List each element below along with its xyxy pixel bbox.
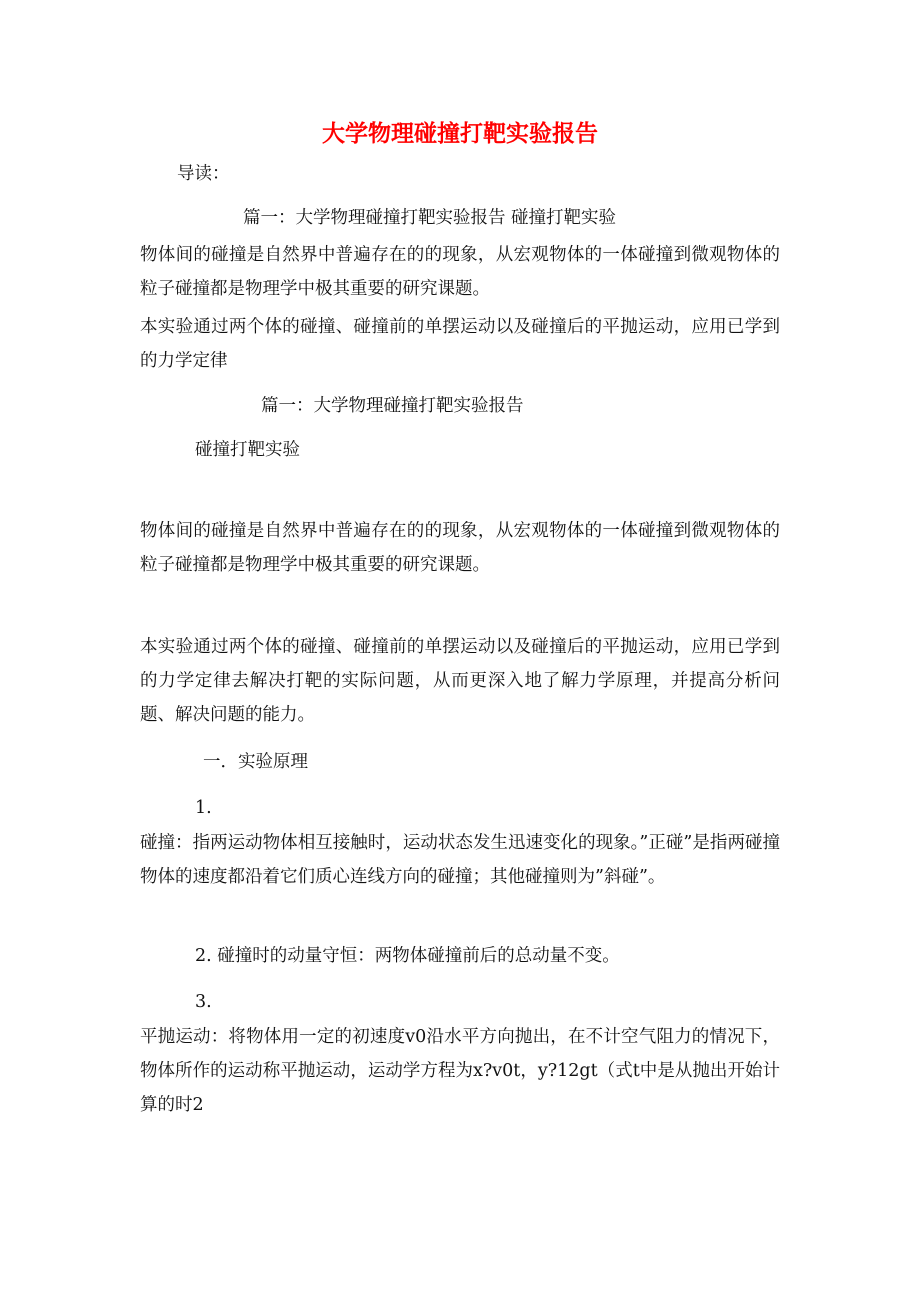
section-heading-1: 篇一：大学物理碰撞打靶实验报告 碰撞打靶实验: [243, 208, 617, 228]
summary-paragraph-1: 物体间的碰撞是自然界中普遍存在的的现象，从宏观物体的一体碰撞到微观物体的粒子碰撞都是物理学中极其重要的研究课题。: [140, 245, 780, 299]
intro-label: 导读：: [177, 164, 230, 184]
subheading: 碰撞打靶实验: [195, 440, 300, 460]
item-1-text: 碰撞：指两运动物体相互接触时，运动状态发生迅速变化的现象。”正碰”是指两碰撞物体的速度都沿着它们质心连线方向的碰撞；其他碰撞则为”斜碰”。: [140, 833, 780, 887]
principle-heading: 一．实验原理: [203, 752, 308, 772]
body-paragraph-2: 本实验通过两个体的碰撞、碰撞前的单摆运动以及碰撞后的平抛运动，应用已学到的力学定律去解决打靶的实际问题，从而更深入地了解力学原理，并提高分析问题、解决问题的能力。: [140, 637, 780, 725]
summary-paragraph-2: 本实验通过两个体的碰撞、碰撞前的单摆运动以及碰撞后的平抛运动，应用已学到的力学定律: [140, 317, 780, 371]
item-1-number: 1.: [195, 798, 212, 818]
body-paragraph-1: 物体间的碰撞是自然界中普遍存在的的现象，从宏观物体的一体碰撞到微观物体的粒子碰撞都是物理学中极其重要的研究课题。: [140, 521, 780, 575]
item-3-text: 平抛运动：将物体用一定的初速度v0沿水平方向抛出，在不计空气阻力的情况下，物体所作的运动称平抛运动，运动学方程为x?v0t，y?12gt（式t中是从抛出开始计算的时2: [140, 1027, 780, 1115]
item-3-number: 3.: [195, 992, 212, 1012]
item-2-text: 2. 碰撞时的动量守恒：两物体碰撞前后的总动量不变。: [195, 946, 620, 966]
section-heading-2: 篇一：大学物理碰撞打靶实验报告: [261, 396, 524, 416]
document-title: 大学物理碰撞打靶实验报告: [322, 121, 598, 147]
